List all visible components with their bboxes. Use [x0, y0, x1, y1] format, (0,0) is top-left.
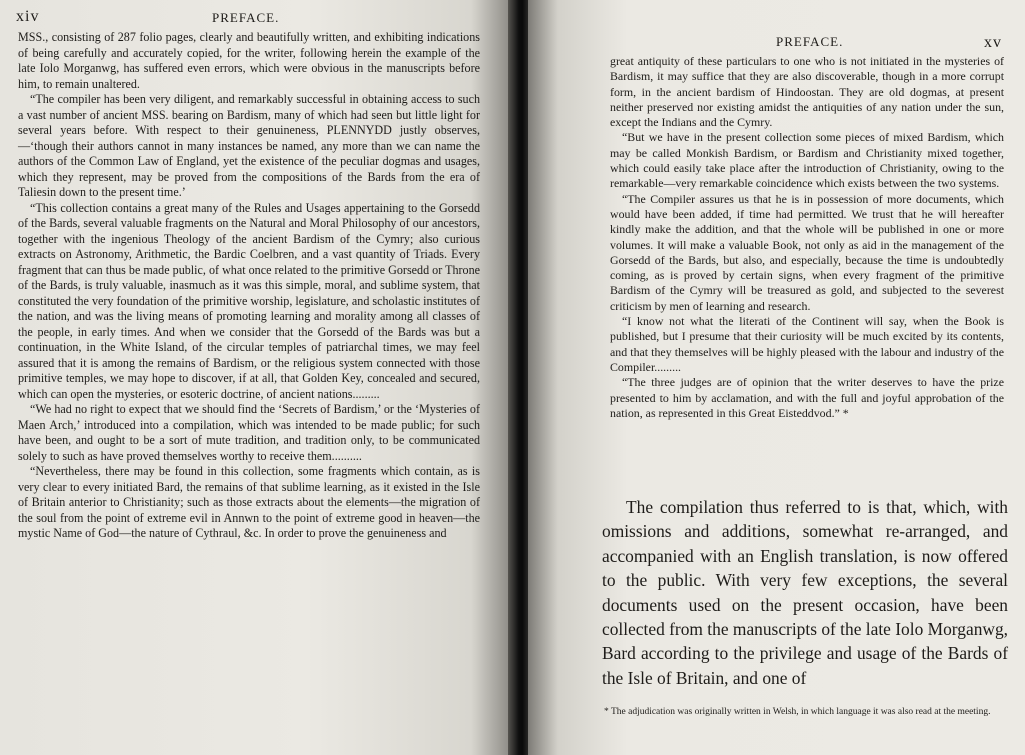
right-running-head: PREFACE. — [776, 34, 844, 49]
main-paragraph: The compilation thus referred to is that, which, with omissions and additions, somewhat re-arranged, and accompanied with an English translation, is now offered to the public. With very few exceptions, the several documents used on the present occasion, have been collected from the manuscripts of the late Iolo Morganwg, Bard according to the privilege and usage of the Bards of the Isle of Britain, and one of — [602, 497, 1008, 688]
footnote: * The adjudication was originally written in Welsh, in which language it was also read at the meeting. — [604, 707, 991, 717]
right-paragraph-5: “The three judges are of opinion that the writer deserves to have the prize presented to him by acclamation, and with the full and joyful approbation of the nation, as represented in this Great Eisteddvod.” * — [610, 375, 1004, 420]
left-paragraph-1: MSS., consisting of 287 folio pages, clearly and beautifully written, and exhibiting indications of being carefully and accurately copied, for the writer, following herein the example of the late Iolo Morganwg, has suffered even errors, which were obvious in the manuscripts before him, to remain unaltered. — [18, 30, 480, 91]
right-folio: xv — [984, 34, 1002, 51]
left-text-column — [18, 30, 480, 542]
right-page — [528, 0, 1025, 755]
left-paragraph-3: “This collection contains a great many of the Rules and Usages appertaining to the Gorsedd of the Bards, several valuable fragments on the Natural and Moral Philosophy of our ancestors, together with the ingenious Theology of the ancient Bardism of the Cymry; also curious extracts on Astronomy, Arithmetic, the Bardic Coelbren, and a vast quantity of Triads. Every fragment that can thus be made public, of what once related to the primitive Gorsedd or Throne of the Bards, is truly valuable, inasmuch as it was this simple, moral, and sublime system, that constituted the very foundation of the primitive worship, legislature, and scholastic institutes of the nation, and was the living means of promoting learning and morality among all classes of the people, in early times. And when we consider that the Gorsedd of the Bards was but a continuation, in the White Island, of the circular temples of patriarchal times, we may feel assured that it is among the remains of Bardism, or the religious system connected with those primitive temples, we may hope to discover, if at all, that Golden Key, concealed and secured, which can open the mysteries, or esoteric doctrine, of ancient nations......... — [18, 200, 480, 401]
left-folio: xiv — [16, 8, 40, 25]
right-paragraph-2: “But we have in the present collection some pieces of mixed Bardism, which may be called Monkish Bardism, or Bardism and Christianity mixed together, which could easily take place after the introduction of Christianity, owing to the remarkable—very remarkable coincidence which exists between the two systems. — [610, 130, 1004, 191]
right-paragraph-3: “The Compiler assures us that he is in possession of more documents, which would have been added, if time had permitted. We trust that he will hereafter kindly make the addition, and that the whole will be published in one or more volumes. It will make a valuable Book, not only as aid in the management of the Gorsedd of the Bards, but also, and especially, because the time is undoubtedly coming, as is proved by certain signs, when every fragment of the primitive Bardism of the Cymry will be treasured as gold, and subjected to the severest criticism by men of learning and research. — [610, 191, 1004, 313]
left-paragraph-4: “We had no right to expect that we should find the ‘Secrets of Bardism,’ or the ‘Mysteries of Maen Arch,’ introduced into a compilation, which was intended to be made public; for such have been, and ought to be a sort of mute tradition, and tradition only, to be communicated solely to such as have proved themselves worthy to receive them.......... — [18, 402, 480, 463]
left-paragraph-2: “The compiler has been very diligent, and remarkably successful in obtaining access to such a vast number of ancient MSS. bearing on Bardism, many of which had seen but little light for several years before. With respect to their genuineness, PLENNYDD justly observes,—‘though their authors cannot in many instances be named, any more than we can name the authors of the Common Law of England, yet the existence of the peculiar dogmas and usages, which they represent, may be proved from the compositions of the Bards from the era of Taliesin down to the present time.’ — [18, 92, 480, 199]
left-running-head: PREFACE. — [212, 10, 280, 25]
right-paragraph-1: great antiquity of these particulars to one who is not initiated in the mysteries of Bardism, it may suffice that they are also discoverable, though in a more corrupt form, in the ancient bardism of Hindoostan. They are old dogmas, at present neither preserved nor existing amidst the antiquities of any nation under the sun, except the Indians and the Cymry. — [610, 54, 1004, 130]
left-paragraph-5: “Nevertheless, there may be found in this collection, some fragments which contain, as is very clear to every initiated Bard, the remains of that sublime learning, as it existed in the Isle of Britain anterior to Christianity; such as those extracts about the elements—the migration of the soul from the point of extreme evil in Annwn to the point of extreme good in heaven—the mystic Name of God—the nature of Cythraul, &c. In order to prove the genuineness and — [18, 464, 480, 540]
right-paragraph-4: “I know not what the literati of the Continent will say, when the Book is published, but I presume that their curiosity will be much excited by its contents, and that they themselves will be highly pleased with the labour and industry of the Compiler......... — [610, 314, 1004, 374]
right-text-column — [610, 54, 1004, 421]
left-page — [0, 0, 512, 755]
